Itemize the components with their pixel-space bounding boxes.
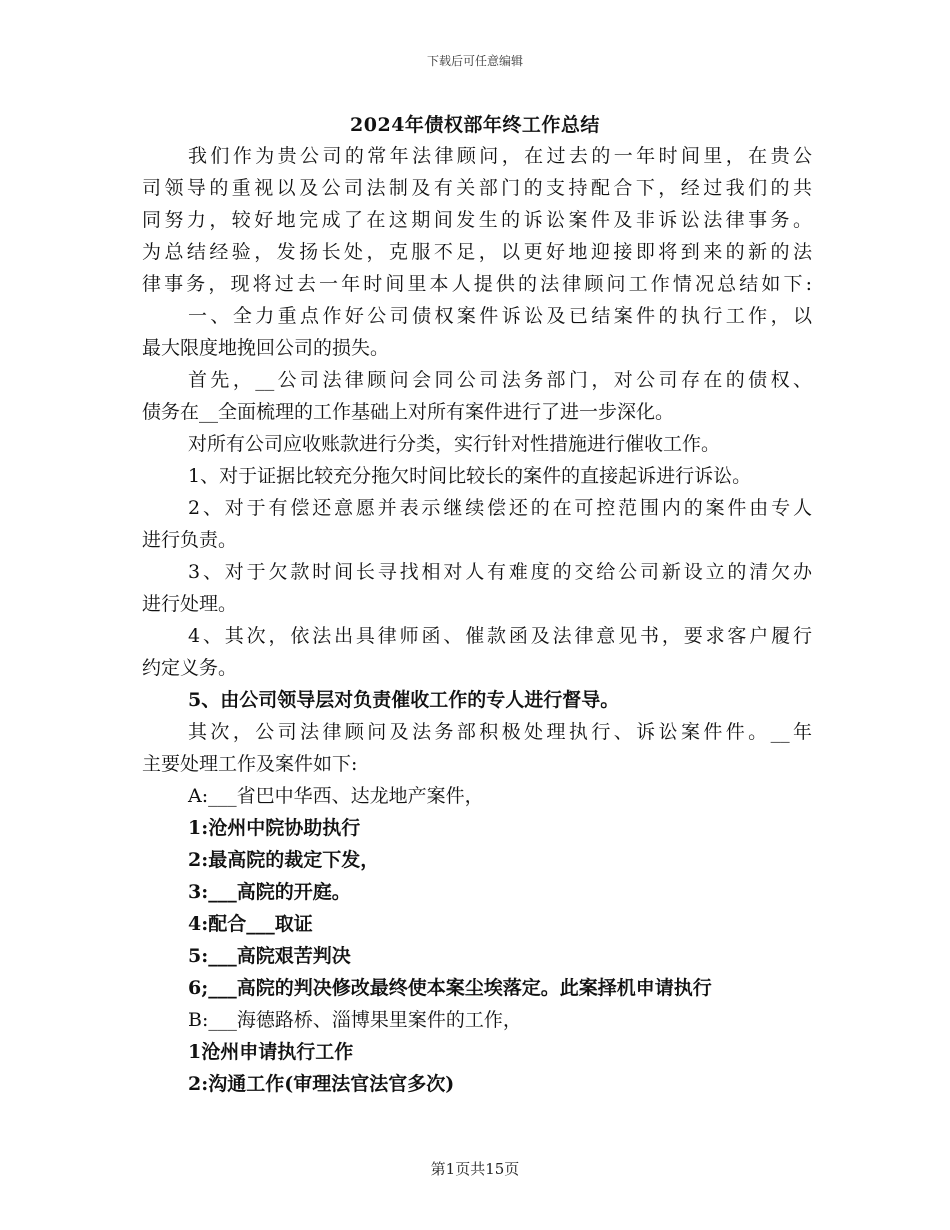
paragraph-line: 2:最高院的裁定下发， — [188, 849, 380, 871]
paragraph-line: 6;___高院的判决修改最终使本案尘埃落定。此案择机申请执行 — [188, 977, 712, 999]
paragraph-line: 一、全力重点作好公司债权案件诉讼及已结案件的执行工作，以 — [188, 305, 812, 327]
paragraph-line: 为总结经验，发扬长处，克服不足，以更好地迎接即将到来的新的法 — [142, 241, 812, 263]
paragraph-line: A:___省巴中华西、达龙地产案件， — [188, 785, 484, 807]
paragraph-line: 其次，公司法律顾问及法务部积极处理执行、诉讼案件件。__年 — [188, 721, 812, 743]
paragraph-line: 2、对于有偿还意愿并表示继续偿还的在可控范围内的案件由专人 — [188, 497, 812, 519]
paragraph-line: 5、由公司领导层对负责催收工作的专人进行督导。 — [188, 689, 620, 711]
paragraph-line: 进行负责。 — [142, 529, 238, 551]
paragraph-line: 3:___高院的开庭。 — [188, 881, 351, 903]
paragraph-line: 律事务，现将过去一年时间里本人提供的法律顾问工作情况总结如下: — [142, 273, 812, 295]
paragraph-line: 司领导的重视以及公司法制及有关部门的支持配合下，经过我们的共 — [142, 177, 812, 199]
paragraph-line: 最大限度地挽回公司的损失。 — [142, 337, 390, 359]
paragraph-line: B:___海德路桥、淄博果里案件的工作， — [188, 1009, 522, 1031]
paragraph-line: 4:配合___取证 — [188, 913, 313, 935]
paragraph-line: 1:沧州中院协助执行 — [188, 817, 361, 839]
paragraph-line: 1、对于证据比较充分拖欠时间比较长的案件的直接起诉进行诉讼。 — [188, 465, 752, 487]
document-body — [142, 140, 812, 1100]
paragraph-line: 我们作为贵公司的常年法律顾问，在过去的一年时间里，在贵公 — [188, 145, 812, 167]
paragraph-line: 同努力，较好地完成了在这期间发生的诉讼案件及非诉讼法律事务。 — [142, 209, 812, 231]
paragraph-line: 主要处理工作及案件如下: — [142, 753, 358, 775]
paragraph-line: 3、对于欠款时间长寻找相对人有难度的交给公司新设立的清欠办 — [188, 561, 812, 583]
paragraph-line: 4、其次，依法出具律师函、催款函及法律意见书，要求客户履行 — [188, 625, 812, 647]
paragraph-line: 首先，__公司法律顾问会同公司法务部门，对公司存在的债权、 — [188, 369, 812, 391]
paragraph-line: 债务在__全面梳理的工作基础上对所有案件进行了进一步深化。 — [142, 401, 675, 423]
document-title: 2024年债权部年终工作总结 — [350, 114, 600, 136]
paragraph-line: 2:沟通工作(审理法官法官多次) — [188, 1073, 455, 1095]
page-number: 第1页共15页 — [430, 1160, 520, 1178]
paragraph-line: 进行处理。 — [142, 593, 238, 615]
paragraph-line: 对所有公司应收账款进行分类，实行针对性措施进行催收工作。 — [188, 433, 721, 455]
paragraph-line: 约定义务。 — [142, 657, 238, 679]
paragraph-line: 1沧州申请执行工作 — [188, 1041, 354, 1063]
paragraph-line: 5:___高院艰苦判决 — [188, 945, 351, 967]
page-header: 下载后可任意编辑 — [426, 54, 523, 68]
